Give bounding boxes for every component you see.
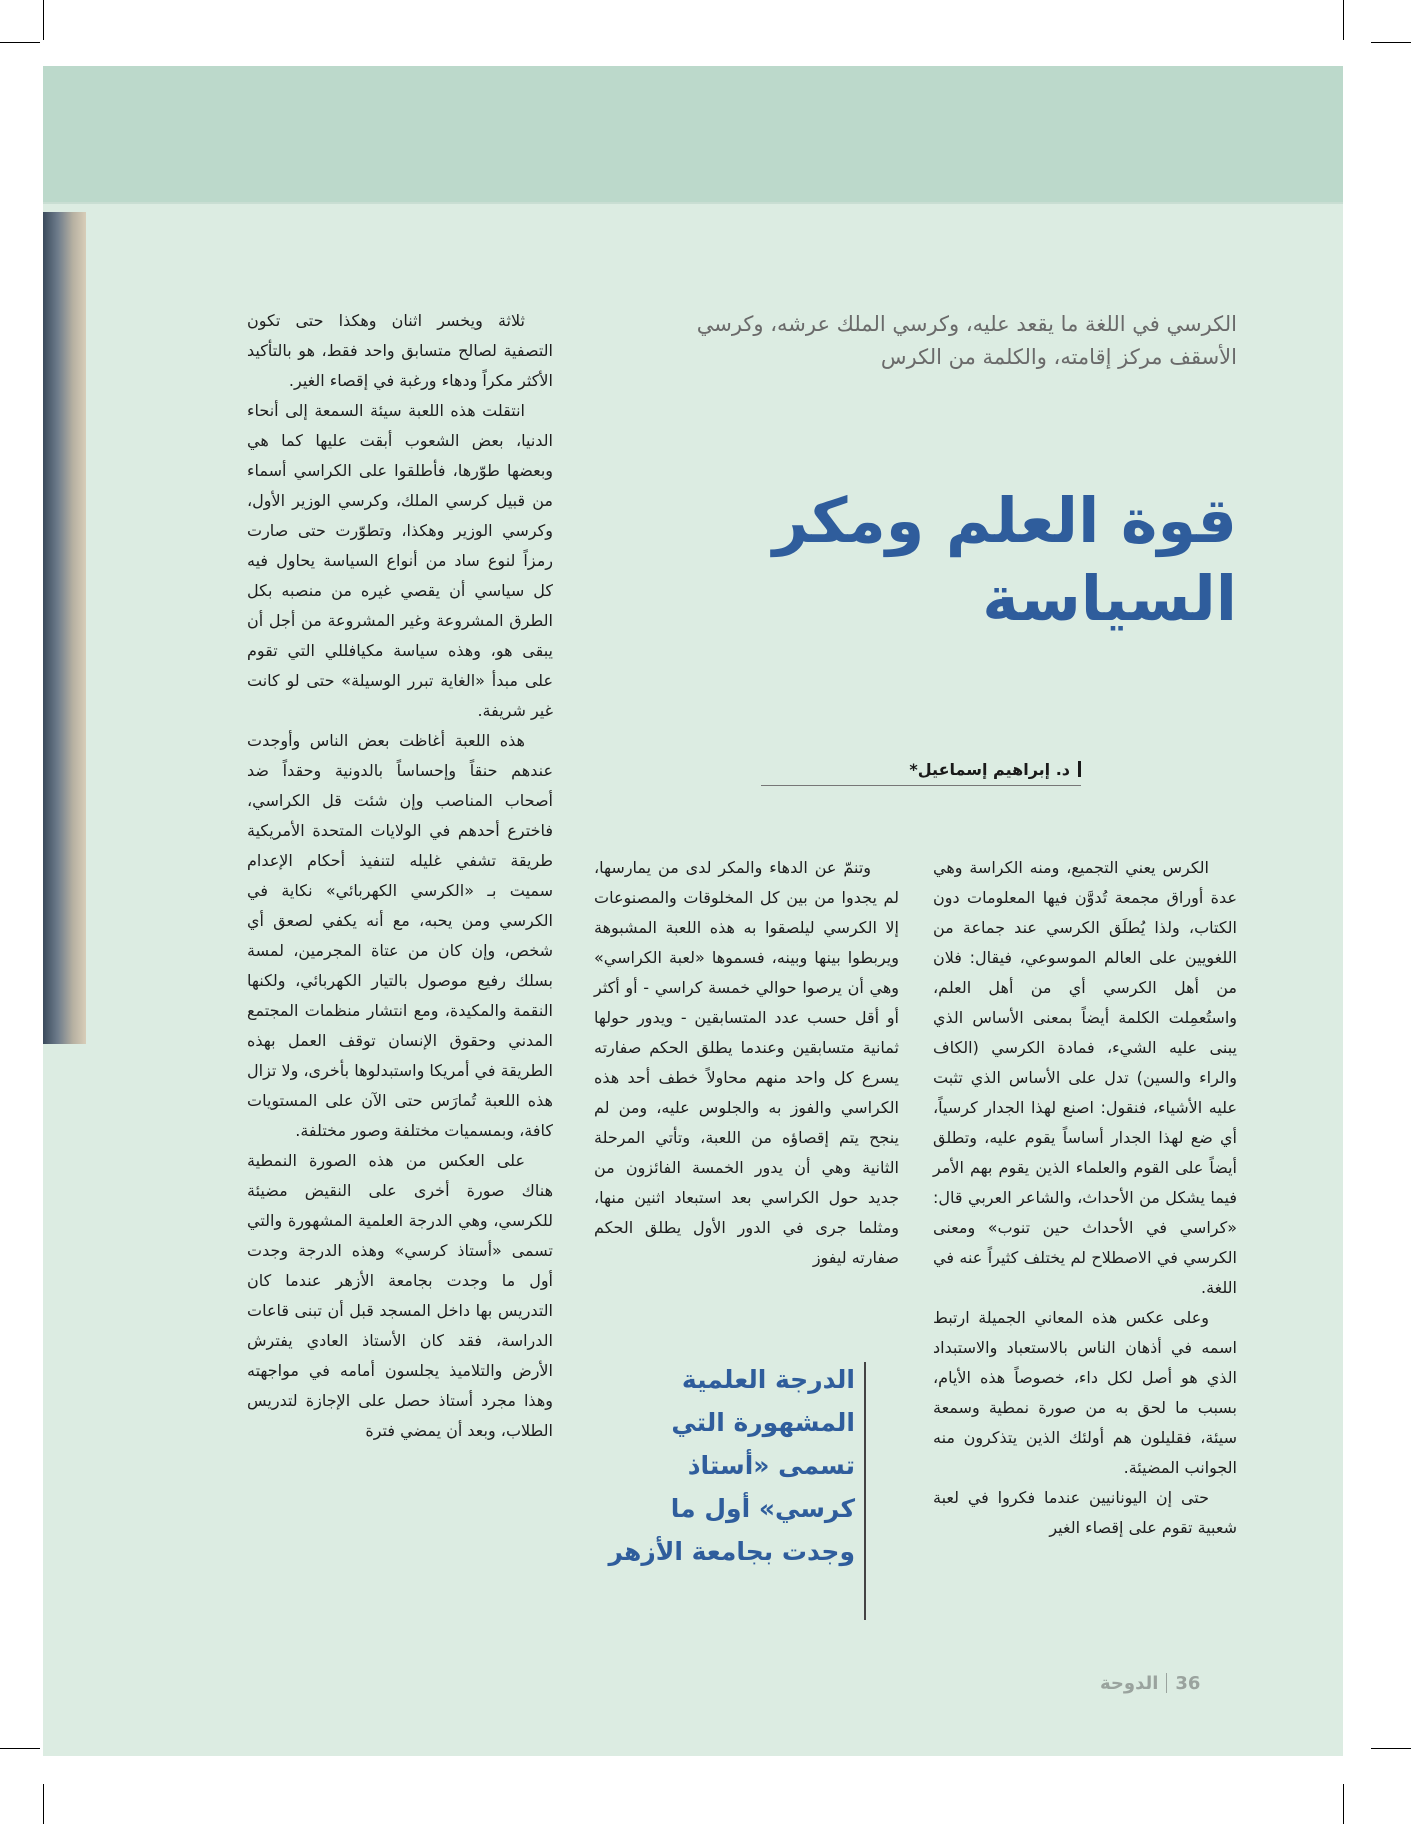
magazine-name: الدوحة [1100, 1672, 1159, 1694]
text-column-right [933, 853, 1237, 1543]
paragraph: الكرس يعني التجميع، ومنه الكراسة وهي عدة أوراق مجمعة تُدوَّن فيها المعلومات دون الكتاب، ولذا يُطلَق الكرسي عند جماعة من اللغويين على العالم الموسوعي، فيقال: فلان من أهل الكرسي أي من أهل العلم، واستُعمِلت الكلمة أيضاً بمعنى الأساس الذي يبنى عليه الشيء، فمادة الكرسي (الكاف والراء والسين) تدل على الأساس الذي تثبت عليه الأشياء، فنقول: اصنع لهذا الجدار كرسياً، أي ضع لهذا الجدار أساساً يقوم عليه، وتطلق أيضاً على القوم والعلماء الذين يقوم بهم الأمر فيما يشكل من الأحداث، والشاعر العربي قال: «كراسي في الأحداث حين تنوب» ومعنى الكرسي في الاصطلاح لم يختلف كثيراً عنه في اللغة. [933, 858, 1237, 1297]
header-band [43, 66, 1343, 202]
pullquote: الدرجة العلمية المشهورة التي تسمى «أستاذ كرسي» أول ما وجدت بجامعة الأزهر [608, 1365, 855, 1566]
paragraph: هذه اللعبة أغاظت بعض الناس وأوجدت عندهم حنقاً وإحساساً بالدونية وحقداً ضد أصحاب المناصب وإن شئت قل الكراسي، فاخترع أحدهم في الولايات المتحدة الأمريكية طريقة تشفي غليله لتنفيذ أحكام الإعدام سميت بـ «الكرسي الكهربائي» نكاية في الكرسي ومن يحبه، مع أنه يكفي لصعق أي شخص، وإن كان من عتاة المجرمين، لمسة بسلك رفيع موصول بالتيار الكهربائي، ولكنها النقمة والمكيدة، ومع انتشار منظمات المجتمع المدني وحقوق الإنسان توقف العمل بهذه الطريقة في أمريكا واستبدلوها بأخرى، ولا تزال هذه اللعبة تُمارَس حتى الآن على المستويات كافة، وبمسميات مختلفة وصور مختلفة. [247, 731, 553, 1140]
crop-mark [43, 0, 44, 40]
crop-mark [1371, 42, 1411, 43]
crop-mark [0, 1748, 40, 1749]
text-column-middle [594, 853, 899, 1273]
paragraph: وعلى عكس هذه المعاني الجميلة ارتبط اسمه في أذهان الناس بالاستعباد والاستبداد الذي هو أصل لكل داء، خصوصاً هذه الأيام، بسبب ما لحق به من صورة نمطية وسمعة سيئة، فقليلون هم أولئك الذين يتذكرون منه الجوانب المضيئة. [933, 1308, 1237, 1477]
header-divider [43, 202, 1343, 204]
crop-mark [1343, 0, 1344, 40]
article-headline: قوة العلم ومكر السياسة [772, 484, 1237, 635]
byline-bar [1078, 761, 1081, 777]
page-number: 36 [1175, 1672, 1201, 1694]
article-intro: الكرسي في اللغة ما يقعد عليه، وكرسي الملك عرشه، وكرسي الأسقف مركز إقامته، والكلمة من الكرس [696, 312, 1237, 369]
text-column-left [247, 306, 553, 1446]
pullquote-rule [864, 1362, 866, 1620]
paragraph: انتقلت هذه اللعبة سيئة السمعة إلى أنحاء الدنيا، بعض الشعوب أبقت عليها كما هي وبعضها طوّرها، فأطلقوا على الكراسي أسماء من قبيل كرسي الملك، وكرسي الوزير الأول، وكرسي الوزير وهكذا، وتطوّرت حتى صارت رمزاً لنوع ساد من أنواع السياسة يحاول فيه كل سياسي أن يقصي غيره من منصبه بكل الطرق المشروعة وغير المشروعة من أجل أن يبقى هو، وهذه سياسة مكيافللي التي تقوم على مبدأ «الغاية تبرر الوسيلة» حتى لو كانت غير شريفة. [247, 401, 553, 720]
crop-mark [1343, 1784, 1344, 1824]
side-image-strip [43, 212, 86, 1044]
crop-mark [1371, 1748, 1411, 1749]
author-byline [761, 760, 1081, 786]
author-name: د. إبراهيم إسماعيل* [909, 760, 1070, 779]
paragraph: ثلاثة ويخسر اثنان وهكذا حتى تكون التصفية لصالح متسابق واحد فقط، هو بالتأكيد الأكثر مكراً ودهاء ورغبة في إقصاء الغير. [247, 311, 553, 390]
crop-mark [0, 42, 40, 43]
paragraph: حتى إن اليونانيين عندما فكروا في لعبة شعبية تقوم على إقصاء الغير [933, 1488, 1237, 1537]
footer-separator [1166, 1673, 1167, 1693]
paragraph: وتنمّ عن الدهاء والمكر لدى من يمارسها، لم يجدوا من بين كل المخلوقات والمصنوعات إلا الكرسي ليلصقوا به هذه اللعبة المشبوهة ويربطوا بينها وبينه، فسموها «لعبة الكراسي» وهي أن يرصوا حوالي خمسة كراسي - أو أكثر أو أقل حسب عدد المتسابقين - ويدور حولها ثمانية متسابقين وعندما يطلق الحكم صفارته يسرع كل واحد منهم محاولاً خطف أحد هذه الكراسي والفوز به والجلوس عليه، ومن لم ينجح يتم إقصاؤه من اللعبة، وتأتي المرحلة الثانية وهي أن يدور الخمسة الفائزون من جديد حول الكراسي بعد استبعاد اثنين منها، ومثلما جرى في الدور الأول يطلق الحكم صفارته ليفوز [594, 858, 899, 1267]
page-footer [1100, 1670, 1200, 1696]
paragraph: على العكس من هذه الصورة النمطية هناك صورة أخرى على النقيض مضيئة للكرسي، وهي الدرجة العلمية المشهورة والتي تسمى «أستاذ كرسي» وهذه الدرجة وجدت أول ما وجدت بجامعة الأزهر عندما كان التدريس بها داخل المسجد قبل أن تبنى قاعات الدراسة، فقد كان الأستاذ العادي يفترش الأرض والتلاميذ يجلسون أمامه في مواجهته وهذا مجرد أستاذ حصل على الإجازة لتدريس الطلاب، وبعد أن يمضي فترة [247, 1151, 553, 1440]
crop-mark [43, 1784, 44, 1824]
